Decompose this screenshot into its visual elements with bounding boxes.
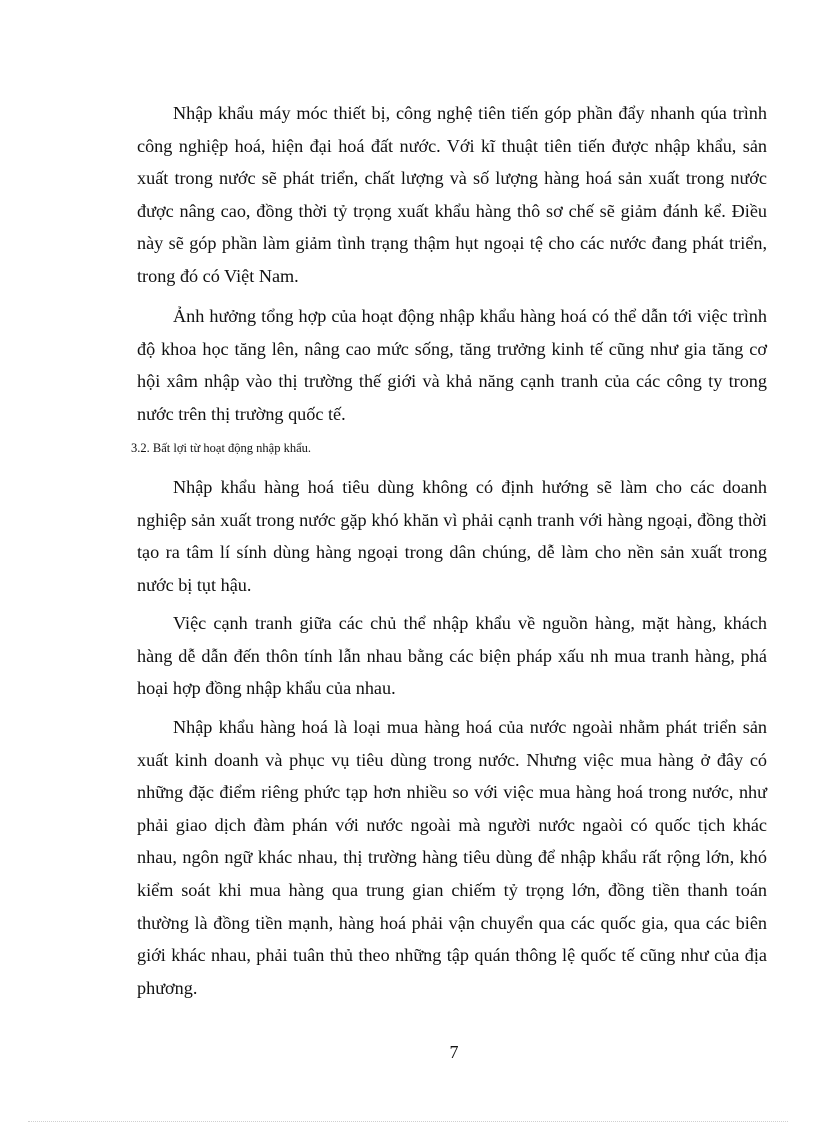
paragraph-import-characteristics: Nhập khẩu hàng hoá là loại mua hàng hoá của nước ngoài nhằm phát triển sản xuất kinh doanh và phục vụ tiêu dùng trong nước. Nhưng việc mua hàng ở đây có những đặc điểm riêng phức tạp hơn nhiều so với việc mua hàng hoá trong nước, như phải giao dịch đàm phán với nước ngoài mà người nước ngaòi có quốc tịch khác nhau, ngôn ngữ khác nhau, thị trường hàng tiêu dùng để nhập khẩu rất rộng lớn, khó kiểm soát khi mua hàng qua trung gian chiếm tỷ trọng lớn, đồng tiền thanh toán thường là đồng tiền mạnh, hàng hoá phải vận chuyển qua các quốc gia, qua các biên giới khác nhau, phải tuân thủ theo những tập quán thông lệ quốc tế cũng như của địa phương. (137, 717, 767, 998)
paragraph-competition: Việc cạnh tranh giữa các chủ thể nhập khẩu về nguồn hàng, mặt hàng, khách hàng dễ dẫn đến thôn tính lẫn nhau bằng các biện pháp xấu nh mua tranh hàng, phá hoại hợp đồng nhập khẩu của nhau. (137, 613, 767, 699)
page-number: 7 (449, 1042, 459, 1062)
paragraph-import-machinery: Nhập khẩu máy móc thiết bị, công nghệ tiên tiến góp phần đẩy nhanh qúa trình công nghiệp hoá, hiện đại hoá đất nước. Với kĩ thuật tiên tiến được nhập khẩu, sản xuất trong nước sẽ phát triển, chất lượng và số lượng hàng hoá sản xuất trong nước được nâng cao, đồng thời tỷ trọng xuất khẩu hàng thô sơ chế sẽ giảm đánh kể. Điều này sẽ góp phần làm giảm tình trạng thậm hụt ngoại tệ cho các nước đang phát triển, trong đó có Việt Nam. (137, 103, 767, 286)
section-heading: 3.2. Bất lợi từ hoạt động nhập khẩu. (131, 441, 312, 455)
paragraph-consumer-goods: Nhập khẩu hàng hoá tiêu dùng không có định hướng sẽ làm cho các doanh nghiệp sản xuất trong nước gặp khó khăn vì phải cạnh tranh với hàng ngoại, đồng thời tạo ra tâm lí sính dùng hàng ngoại trong dân chúng, dễ làm cho nền sản xuất trong nước bị tụt hậu. (137, 477, 767, 595)
footer-divider (28, 1121, 788, 1122)
paragraph-overall-impact: Ảnh hưởng tổng hợp của hoạt động nhập khẩu hàng hoá có thể dẫn tới việc trình độ khoa học tăng lên, nâng cao mức sống, tăng trưởng kinh tế cũng như gia tăng cơ hội xâm nhập vào thị trường thế giới và khả năng cạnh tranh của các công ty trong nước trên thị trường quốc tế. (137, 306, 767, 424)
